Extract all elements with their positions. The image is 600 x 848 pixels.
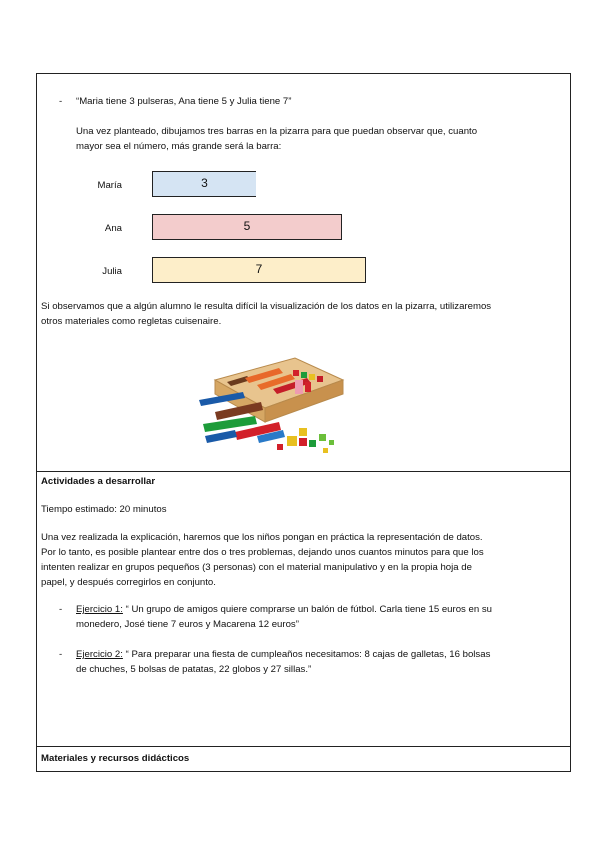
exercise-1-line-2: monedero, José tiene 7 euros y Macarena 12 euros” [76,619,299,630]
activities-para-line-1: Una vez realizada la explicación, haremos que los niños pongan en práctica la representación de datos. [41,532,483,543]
bullet-dash: - [59,649,63,660]
note-line-1: Si observamos que a algún alumno le resulta difícil la visualización de los datos en la pizarra, utilizaremos [41,301,492,312]
explanation-line-2: mayor sea el número, más grande será la barra: [76,141,282,152]
activities-para-line-4: papel, y después corregirlos en conjunto. [41,577,216,588]
bar-maria [152,171,256,197]
explanation-line-1: Una vez planteado, dibujamos tres barras en la pizarra para que puedan observar que, cuanto [76,126,478,137]
activities-para-line-3: intenten realizar en grupos pequeños (3 personas) con el material manipulativo y en la propia hoja de [41,562,472,573]
bar-value-julia: 7 [255,262,263,276]
activities-para-line-2: Por lo tanto, es posible plantear entre dos o tres problemas, dejando unos cuantos minutos para que los [41,547,484,558]
bar-label-ana: Ana [104,223,122,234]
bar-ana [152,214,342,240]
exercise-1-line-1 [76,602,566,617]
bullet-dash: - [59,96,63,107]
exercise-2-line-2: de chuches, 5 bolsas de patatas, 22 globos y 27 sillas.” [76,664,312,675]
materials-heading: Materiales y recursos didácticos [41,753,190,764]
bar-julia [152,257,366,283]
intro-cell [37,74,570,472]
bar-label-maria: María [97,180,122,191]
exercise-1-label: Ejercicio 1: [76,604,123,615]
bullet-dash: - [59,604,63,615]
note-line-2: otros materiales como regletas cuisenaire. [41,316,222,327]
materials-cell [37,747,570,771]
exercise-2-line-1 [76,647,566,662]
lesson-plan-table [36,73,571,772]
estimated-time: Tiempo estimado: 20 minutos [41,504,167,515]
bar-value-maria: 3 [201,176,208,190]
activities-heading: Actividades a desarrollar [41,476,156,487]
bar-value-ana: 5 [243,219,251,233]
intro-quote: “Maria tiene 3 pulseras, Ana tiene 5 y Julia tiene 7” [76,96,292,107]
cuisenaire-rods-image [195,340,355,460]
exercise-2-label: Ejercicio 2: [76,649,123,660]
exercise-2-text: “ Para preparar una fiesta de cumpleaños necesitamos: 8 cajas de galletas, 16 bolsas [122,649,491,660]
activities-cell [37,472,570,747]
exercise-1-text: “ Un grupo de amigos quiere comprarse un balón de fútbol. Carla tiene 15 euros en su [122,604,492,615]
bar-label-julia: Julia [102,266,122,277]
